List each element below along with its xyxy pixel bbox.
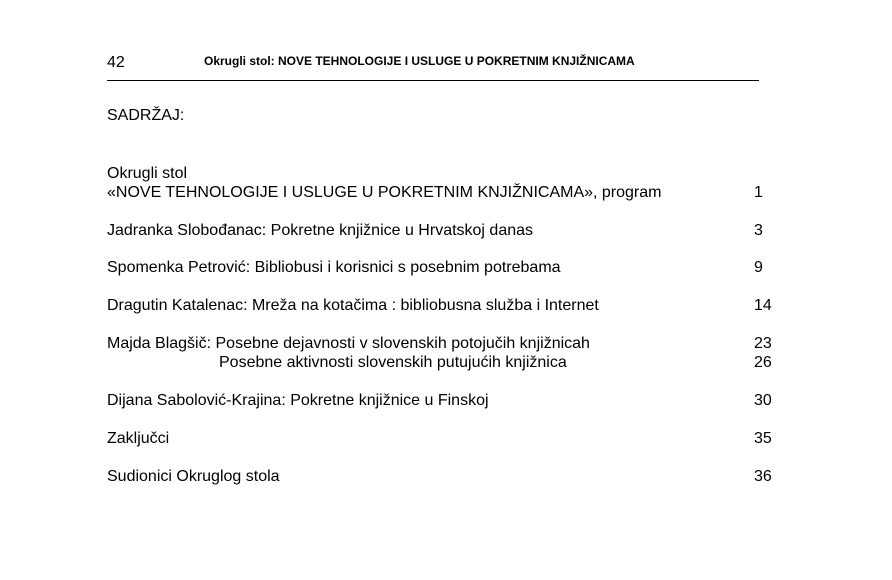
toc-entry: [107, 467, 772, 486]
toc-entry-text: Jadranka Slobođanac: Pokretne knjižnice u Hrvatskoj danas: [107, 222, 534, 239]
toc-entry-text: «NOVE TEHNOLOGIJE I USLUGE U POKRETNIM KNJIŽNICAMA», program: [107, 184, 662, 201]
running-header: Okrugli stol: NOVE TEHNOLOGIJE I USLUGE U POKRETNIM KNJIŽNICAMA: [204, 54, 635, 68]
toc-entry-page: 1: [754, 184, 763, 201]
toc-entry: [107, 334, 772, 353]
toc-entry-page: 30: [754, 392, 772, 409]
toc-subentry: [219, 353, 772, 372]
toc-entry-text: Zaključci: [107, 430, 170, 447]
toc-entry-text: Sudionici Okruglog stola: [107, 468, 280, 485]
toc-entry-text: Spomenka Petrović: Bibliobusi i korisnici s posebnim potrebama: [107, 259, 561, 276]
toc-entry-page: 9: [754, 259, 763, 276]
toc-subentry-page: 26: [754, 354, 772, 371]
toc-entry: [107, 391, 772, 410]
toc-entry-text: Dijana Sabolović-Krajina: Pokretne knjižnice u Finskoj: [107, 392, 489, 409]
header-rule: [107, 80, 759, 81]
toc-entry-text: Majda Blagšič: Posebne dejavnosti v slovenskih potojučih knjižnicah: [107, 335, 590, 352]
toc-entry: [107, 429, 772, 448]
toc-entry-page: 23: [754, 335, 772, 352]
toc-entry-pre: Okrugli stol: [107, 165, 188, 182]
page-number: 42: [107, 54, 125, 71]
toc-entry: [107, 296, 772, 315]
toc-entry: [107, 258, 763, 277]
toc-entry-page: 3: [754, 222, 763, 239]
toc-title: SADRŽAJ:: [107, 107, 185, 124]
toc-entry: [107, 183, 763, 202]
toc-entry-text: Dragutin Katalenac: Mreža na kotačima : bibliobusna služba i Internet: [107, 297, 599, 314]
toc-entry: [107, 221, 763, 240]
toc-entry-page: 35: [754, 430, 772, 447]
toc-subentry-text: Posebne aktivnosti slovenskih putujućih knjižnica: [219, 354, 567, 371]
toc-entry-page: 14: [754, 297, 772, 314]
toc-entry-page: 36: [754, 468, 772, 485]
